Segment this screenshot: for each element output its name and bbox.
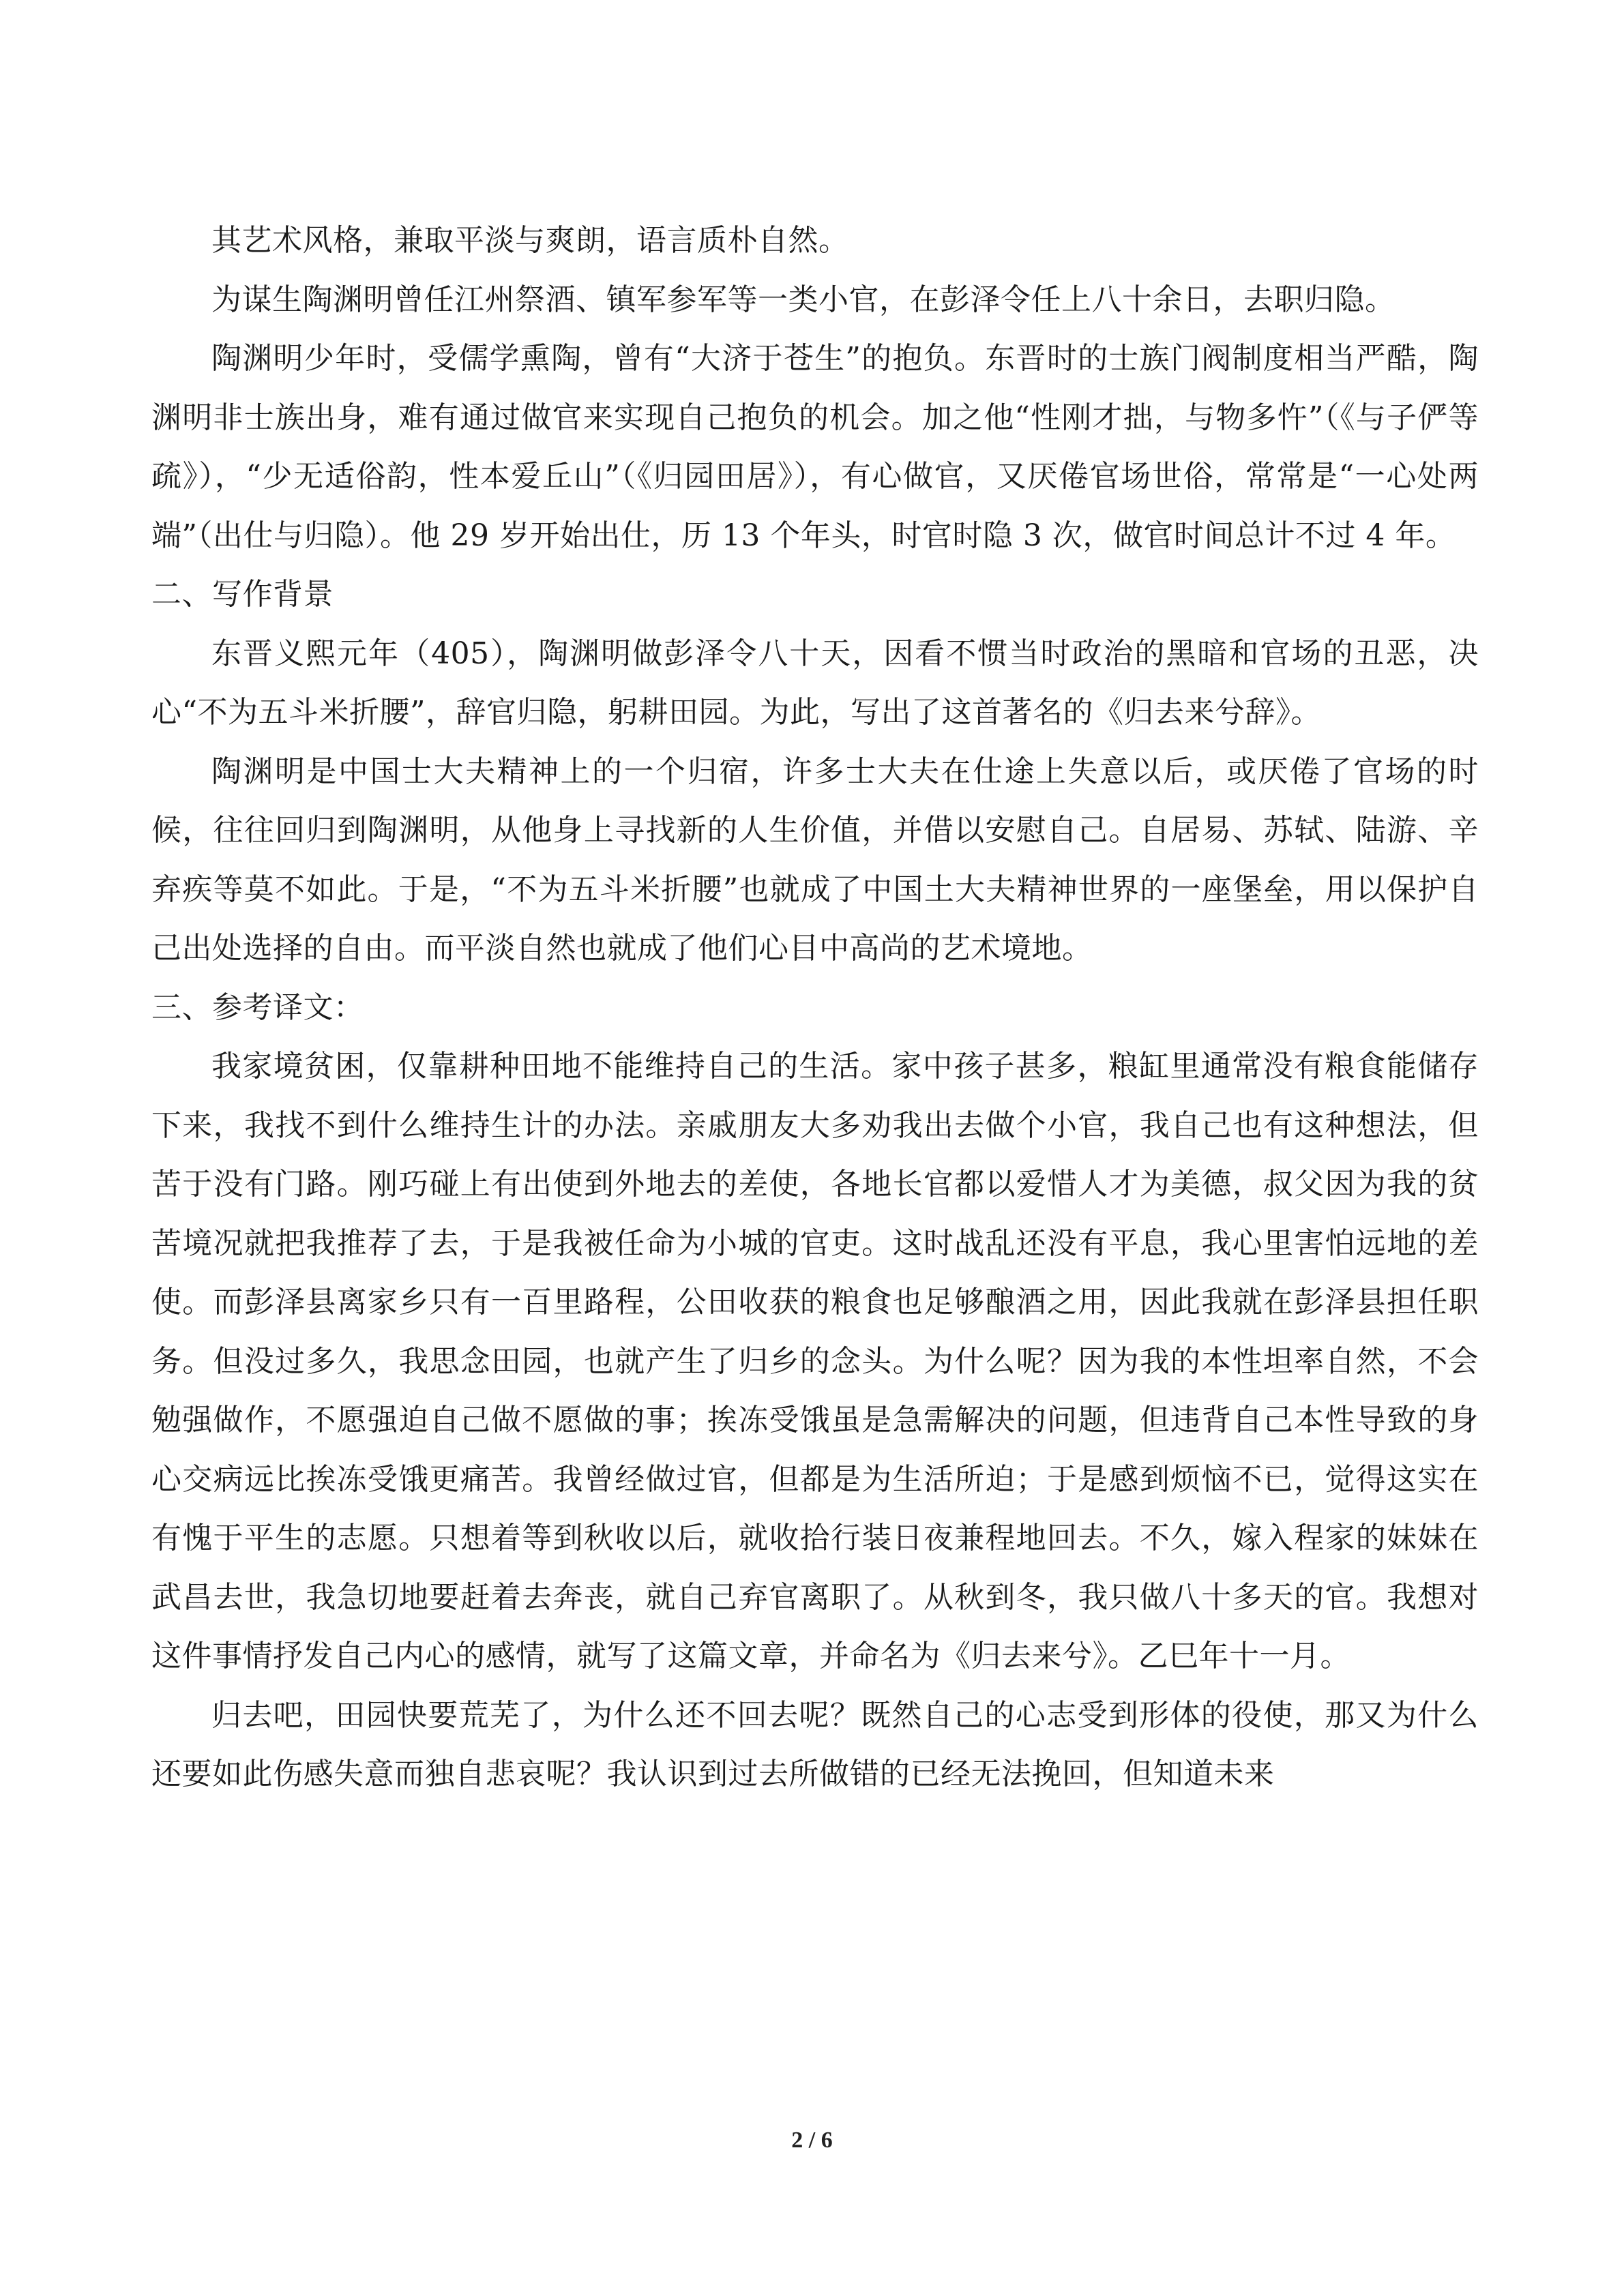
section-heading: 二、写作背景 — [151, 577, 334, 612]
document-body — [151, 211, 1479, 1804]
paragraph: 东晋义熙元年（405），陶渊明做彭泽令八十天，因看不惯当时政治的黑暗和官场的丑恶，决心“不为五斗米折腰”，辞官归隐，躬耕田园。为此，写出了这首著名的《归去来兮辞》。 — [151, 636, 1479, 730]
section-heading: 三、参考译文： — [151, 989, 364, 1025]
paragraph: 为谋生陶渊明曾任江州祭酒、镇军参军等一类小官，在彭泽令任上八十余日，去职归隐。 — [211, 282, 1396, 317]
paragraph: 归去吧，田园快要荒芜了，为什么还不回去呢？既然自己的心志受到形体的役使，那又为什么还要如此伤感失意而独自悲哀呢？我认识到过去所做错的已经无法挽回，但知道未来 — [151, 1697, 1479, 1791]
paragraph: 其艺术风格，兼取平淡与爽朗，语言质朴自然。 — [211, 223, 849, 258]
page-number: 2 / 6 — [791, 2128, 833, 2153]
paragraph: 我家境贫困，仅靠耕种田地不能维持自己的生活。家中孩子甚多，粮缸里通常没有粮食能储存下来，我找不到什么维持生计的办法。亲戚朋友大多劝我出去做个小官，我自己也有这种想法，但苦于没有门路。刚巧碰上有出使到外地去的差使，各地长官都以爱惜人才为美德，叔父因为我的贫苦境况就把我推荐了去，于是我被任命为小城的官吏。这时战乱还没有平息，我心里害怕远地的差使。而彭泽县离家乡只有一百里路程，公田收获的粮食也足够酿酒之用，因此我就在彭泽县担任职务。但没过多久，我思念田园，也就产生了归乡的念头。为什么呢？因为我的本性坦率自然，不会勉强做作，不愿强迫自己做不愿做的事；挨冻受饿虽是急需解决的问题，但违背自己本性导致的身心交病远比挨冻受饿更痛苦。我曾经做过官，但都是为生活所迫；于是感到烦恼不已，觉得这实在有愧于平生的志愿。只想着等到秋收以后，就收拾行装日夜兼程地回去。不久，嫁入程家的妹妹在武昌去世，我急切地要赶着去奔丧，就自己弃官离职了。从秋到冬，我只做八十多天的官。我想对这件事情抒发自己内心的感情，就写了这篇文章，并命名为《归去来兮》。乙巳年十一月。 — [151, 1049, 1479, 1673]
paragraph: 陶渊明是中国士大夫精神上的一个归宿，许多士大夫在仕途上失意以后，或厌倦了官场的时候，往往回归到陶渊明，从他身上寻找新的人生价值，并借以安慰自己。自居易、苏轼、陆游、辛弃疾等莫不如此。于是，“不为五斗米折腰”也就成了中国土大夫精神世界的一座堡垒，用以保护自己出处选择的自由。而平淡自然也就成了他们心目中高尚的艺术境地。 — [151, 754, 1479, 966]
paragraph: 陶渊明少年时，受儒学熏陶，曾有“大济于苍生”的抱负。东晋时的士族门阀制度相当严酷，陶渊明非士族出身，难有通过做官来实现自己抱负的机会。加之他“性刚才拙，与物多忤”（《与子俨等疏》），“少无适俗韵，性本爱丘山”（《归园田居》），有心做官，又厌倦官场世俗，常常是“一心处两端”（出仕与归隐）。他 29 岁开始出仕，历 13 个年头，时官时隐 3 次，做官时间总计不过 4 年。 — [151, 341, 1479, 553]
